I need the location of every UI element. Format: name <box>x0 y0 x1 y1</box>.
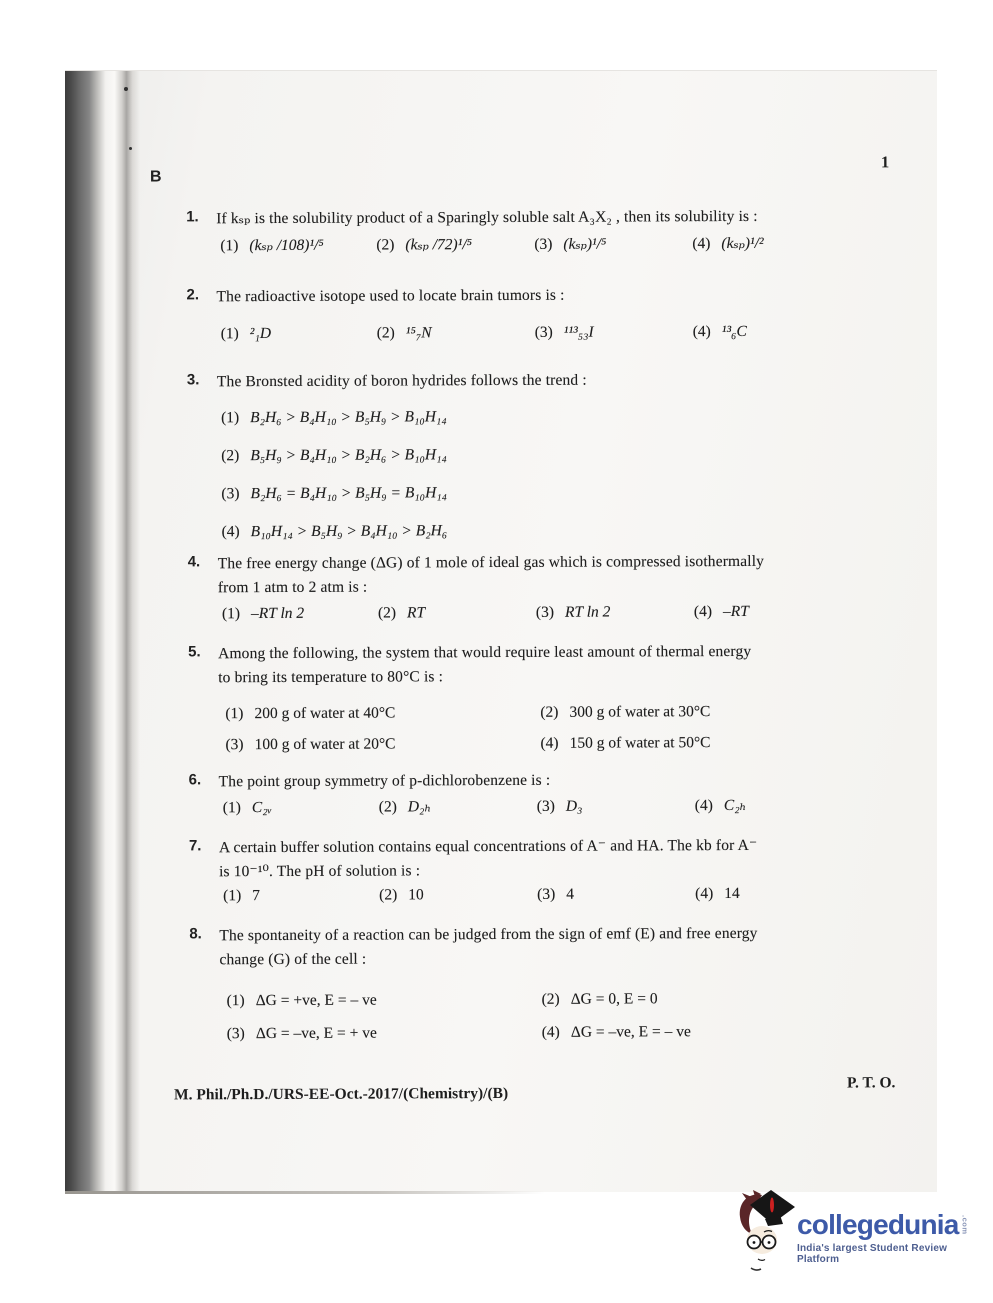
option-text: 14 <box>724 884 740 903</box>
option-4 <box>695 881 910 906</box>
option-2 <box>542 986 911 1012</box>
collegedunia-mascot-icon <box>735 1188 799 1276</box>
question-text <box>216 282 907 309</box>
question-number: 5. <box>188 643 201 661</box>
option-label: (3) <box>535 603 555 621</box>
option-label: (4) <box>541 1023 560 1041</box>
option-label: (1) <box>222 799 241 817</box>
option-text: 300 g of water at 30°C <box>569 703 711 721</box>
option-text: B₂H₆ = B₄H₁₀ > B₅H₉ = B₁₀H₁₄ <box>250 484 448 503</box>
question-text <box>219 833 910 884</box>
option-1 <box>220 234 376 259</box>
option-text: 10 <box>408 886 424 904</box>
option-2 <box>378 601 536 626</box>
option-text: ΔG = 0, E = 0 <box>570 990 658 1008</box>
option-text: RT <box>406 604 426 622</box>
option-text: D₃ <box>565 797 583 815</box>
option-text: ΔG = –ve, E = – ve <box>570 1023 691 1041</box>
option-text: (kₛₚ /72)¹/⁵ <box>405 236 473 254</box>
question-text <box>218 639 909 690</box>
option-label: (1) <box>220 325 239 343</box>
question-set-label: B <box>149 168 162 186</box>
option-label: (2) <box>541 990 560 1008</box>
question-text-line: If kₛₚ is the solubility product of a Sparingly soluble salt A₃X₂ , then its solubility is : <box>216 207 758 228</box>
question-text <box>217 367 908 394</box>
option-text: ¹¹³₅₃I <box>563 323 594 341</box>
collegedunia-brand: collegedunia <box>797 1209 959 1240</box>
option-2 <box>377 321 535 346</box>
option-text: RT ln 2 <box>564 603 611 621</box>
collegedunia-tagline: India's largest Student Review Platform <box>797 1243 948 1265</box>
option-text: B₅H₉ > B₄H₁₀ > B₂H₆ > B₁₀H₁₄ <box>250 446 447 465</box>
option-text: 7 <box>252 887 261 905</box>
option-4 <box>695 793 910 818</box>
option-label: (4) <box>694 797 713 815</box>
option-label: (4) <box>692 235 711 253</box>
options <box>222 599 909 626</box>
option-1 <box>227 988 542 1013</box>
option-2 <box>376 233 534 258</box>
question-number: 7. <box>188 837 202 855</box>
question-text-line: change (G) of the cell : <box>219 950 367 969</box>
option-1 <box>221 403 908 430</box>
question-text <box>219 767 910 794</box>
option-label: (4) <box>540 734 559 752</box>
option-label: (3) <box>534 235 553 253</box>
option-1 <box>223 796 379 821</box>
option-text: ΔG = +ve, E = – ve <box>255 991 377 1010</box>
question-3 <box>187 367 909 558</box>
option-label: (1) <box>225 705 244 723</box>
question-number: 8. <box>189 925 202 943</box>
option-3 <box>535 320 693 345</box>
question-text <box>218 549 909 600</box>
question-text-line: The spontaneity of a reaction can be judged from the sign of emf (E) and free energy <box>219 924 758 945</box>
option-3 <box>534 232 692 257</box>
option-2 <box>379 883 537 908</box>
option-text: D₂ₕ <box>407 798 432 816</box>
option-label: (1) <box>223 887 242 905</box>
option-4 <box>693 319 908 344</box>
question-6 <box>189 767 910 820</box>
option-text: C₂ₕ <box>723 796 747 815</box>
question-text-line: Among the following, the system that would require least amount of thermal energy <box>218 642 752 663</box>
option-text: B₂H₆ > B₄H₁₀ > B₅H₉ > B₁₀H₁₄ <box>250 408 447 427</box>
exam-page <box>65 70 937 1192</box>
question-8 <box>189 921 911 1046</box>
option-1 <box>221 322 377 347</box>
option-4 <box>222 517 909 544</box>
option-label: (1) <box>221 409 240 427</box>
paper-code: M. Phil./Ph.D./URS-EE-Oct.-2017/(Chemistry)/(B) <box>173 1084 509 1104</box>
option-label: (2) <box>376 324 395 342</box>
question-text-line: The free energy change (ΔG) of 1 mole of ideal gas which is compressed isothermally <box>217 552 765 573</box>
question-text-line: The point group symmetry of p-dichlorobenzene is : <box>218 771 551 791</box>
question-text-line: A certain buffer solution contains equal concentrations of A⁻ and HA. The kb for A⁻ <box>218 836 758 857</box>
pto-label: P. T. O. <box>846 1074 896 1092</box>
option-label: (1) <box>221 605 241 623</box>
options <box>223 881 910 908</box>
option-text: 4 <box>566 885 575 903</box>
option-label: (2) <box>377 604 397 622</box>
option-4 <box>540 730 909 756</box>
option-text: –RT ln 2 <box>250 604 305 623</box>
option-label: (3) <box>536 797 555 815</box>
option-text: (kₛₚ)¹/⁵ <box>563 235 607 253</box>
option-text: 150 g of water at 50°C <box>569 734 711 752</box>
question-text-line: The radioactive isotope used to locate brain tumors is : <box>216 286 565 306</box>
question-text-line: is 10⁻¹⁰. The pH of solution is : <box>219 862 421 881</box>
option-label: (1) <box>226 992 245 1010</box>
option-text: ²₁D <box>249 325 272 343</box>
options <box>220 231 907 258</box>
question-number: 1. <box>186 208 199 226</box>
option-label: (2) <box>540 703 559 721</box>
question-number: 2. <box>186 286 200 304</box>
option-3 <box>221 479 908 506</box>
options <box>221 403 909 544</box>
option-text: 100 g of water at 20°C <box>254 735 396 754</box>
option-3 <box>537 882 695 907</box>
option-text: C₂ᵥ <box>251 799 272 817</box>
option-label: (1) <box>220 237 239 255</box>
option-label: (3) <box>534 323 553 341</box>
option-2 <box>540 699 909 725</box>
question-number: 3. <box>186 371 200 389</box>
option-1 <box>223 884 379 909</box>
option-label: (3) <box>226 1025 245 1043</box>
options <box>223 793 910 820</box>
question-text <box>216 204 907 231</box>
options <box>225 699 909 757</box>
option-4 <box>694 599 909 624</box>
options <box>227 986 911 1046</box>
option-label: (2) <box>378 798 397 816</box>
option-label: (4) <box>221 523 240 541</box>
option-text: ¹⁵₇N <box>405 324 432 342</box>
option-2 <box>379 795 537 820</box>
question-text <box>219 921 910 972</box>
question-2 <box>186 282 907 346</box>
option-text: –RT <box>722 602 749 621</box>
option-text: B₁₀H₁₄ > B₅H₉ > B₄H₁₀ > B₂H₆ <box>250 522 448 541</box>
options <box>221 319 908 346</box>
option-4 <box>542 1019 911 1045</box>
question-number: 6. <box>188 771 202 789</box>
question-text-line: to bring its temperature to 80°C is : <box>218 668 444 687</box>
option-label: (3) <box>225 736 244 754</box>
option-2 <box>221 441 908 468</box>
option-3 <box>227 1021 542 1046</box>
option-3 <box>225 732 540 757</box>
option-3 <box>536 600 694 625</box>
question-4 <box>188 549 909 626</box>
option-text: (kₛₚ /108)¹/⁵ <box>249 236 324 255</box>
questions-container <box>63 69 935 1043</box>
question-number: 4. <box>187 553 201 571</box>
option-text: (kₛₚ)¹/² <box>721 234 764 253</box>
question-5 <box>188 639 909 757</box>
question-1 <box>186 204 907 258</box>
option-label: (3) <box>537 885 556 903</box>
question-7 <box>189 833 910 908</box>
page-number: 1 <box>880 152 890 172</box>
option-1 <box>222 602 378 627</box>
question-text-line: from 1 atm to 2 atm is : <box>217 578 368 597</box>
option-label: (4) <box>695 885 714 903</box>
option-4 <box>692 231 907 256</box>
option-label: (4) <box>692 323 711 341</box>
collegedunia-com-suffix: .com <box>960 1215 970 1235</box>
option-text: ΔG = –ve, E = + ve <box>255 1024 377 1043</box>
option-text: ¹³₆C <box>721 322 747 341</box>
option-3 <box>537 794 695 819</box>
collegedunia-logo <box>735 1188 985 1280</box>
option-label: (2) <box>379 886 398 904</box>
option-1 <box>225 701 540 726</box>
option-label: (4) <box>693 603 713 621</box>
option-label: (2) <box>221 447 240 465</box>
option-text: 200 g of water at 40°C <box>254 704 396 723</box>
page-content <box>63 69 940 1194</box>
question-text-line: The Bronsted acidity of boron hydrides follows the trend : <box>216 371 587 391</box>
option-label: (3) <box>221 485 240 503</box>
option-label: (2) <box>376 236 395 254</box>
